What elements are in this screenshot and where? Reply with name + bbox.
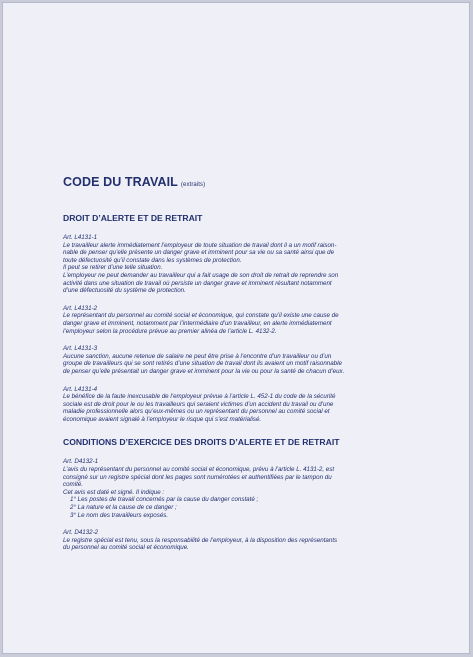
article <box>63 386 413 424</box>
document-page <box>2 2 470 654</box>
document-title <box>63 175 413 189</box>
article <box>63 458 413 519</box>
article-title: Art. L4131-2 <box>63 304 98 312</box>
list-item: 2° La nature et la cause de ce danger ; <box>70 504 177 512</box>
article-title: Art. D4132-1 <box>63 458 99 466</box>
article-text: Aucune sanction, aucune retenue de salaire ne peut être prise à l’encontre d’un travailleur ou d’un groupe de travailleurs qui se sont retirés d’une situation de travail dont ils avaient un motif raisonnable de penser qu’elle présentait un danger grave et imminent pour la vie ou pour la santé de chacun d’eux. <box>63 352 345 375</box>
article-title: Art. L4131-4 <box>63 385 98 393</box>
article <box>63 305 413 335</box>
section-heading: CONDITIONS D’EXERCICE DES DROITS D’ALERTE ET DE RETRAIT <box>63 437 340 448</box>
article-text: Le travailleur alerte immédiatement l’employeur de toute situation de travail dont il a un motif raison- nable de penser qu’elle présente un danger grave et imminent pour sa vie ou sa santé ainsi que de toute défectuosité qu’il constate dans les systèmes de protection. Il peut se retirer d’une telle situation. L’employeur ne peut demander au travailleur qui a fait usage de son droit de retrait de reprendre son activité dans une situation de travail où persiste un danger grave et imminent résultant notamment d’une défectuosité du système de protection. <box>63 241 339 295</box>
article-text: L’avis du représentant du personnel au comité social et économique, prévu à l’article L. 4131-2, est consigné sur un registre spécial dont les pages sont numérotées et authentifiées par le tampon du comité. Cet avis est daté et signé. Il indique : <box>63 466 335 496</box>
document-subtitle: (extraits) <box>180 182 206 188</box>
document-title-text: CODE DU TRAVAIL <box>63 175 178 189</box>
list-item: 3° Le nom des travailleurs exposés. <box>70 511 169 519</box>
article-title: Art. D4132-2 <box>63 529 99 537</box>
section-heading: DROIT D’ALERTE ET DE RETRAIT <box>63 213 203 223</box>
article-text: Le représentant du personnel au comité social et économique, qui constate qu’il existe une cause de danger grave et imminent, notamment par l’intermédiaire d’un travailleur, en alerte immédiatement l’employeur selon la procédure prévue au premier alinéa de l’article L. 4132-2. <box>63 312 339 335</box>
list-item: 1° Les postes de travail concernés par la cause du danger constaté ; <box>70 496 259 504</box>
article <box>63 234 413 295</box>
article <box>63 529 413 552</box>
article <box>63 345 413 375</box>
article-title: Art. L4131-1 <box>63 234 98 241</box>
article-text: Le registre spécial est tenu, sous la responsabilité de l’employeur, à la disposition des représentants du personnel au comité social et économique. <box>63 536 338 552</box>
article-list <box>63 496 413 519</box>
article-title: Art. L4131-3 <box>63 345 98 353</box>
article-text: Le bénéfice de la faute inexcusable de l’employeur prévue à l’article L. 452-1 du code de la sécurité sociale est de droit pour le ou les travailleurs qui seraient victimes d’un accident du travail ou d’une maladie professionnelle alors qu’eux-mêmes ou un représentant du personnel au comité social et économique avaient signalé à l’employeur le risque qui s’est matérialisé. <box>63 393 336 423</box>
document-content <box>63 175 413 562</box>
